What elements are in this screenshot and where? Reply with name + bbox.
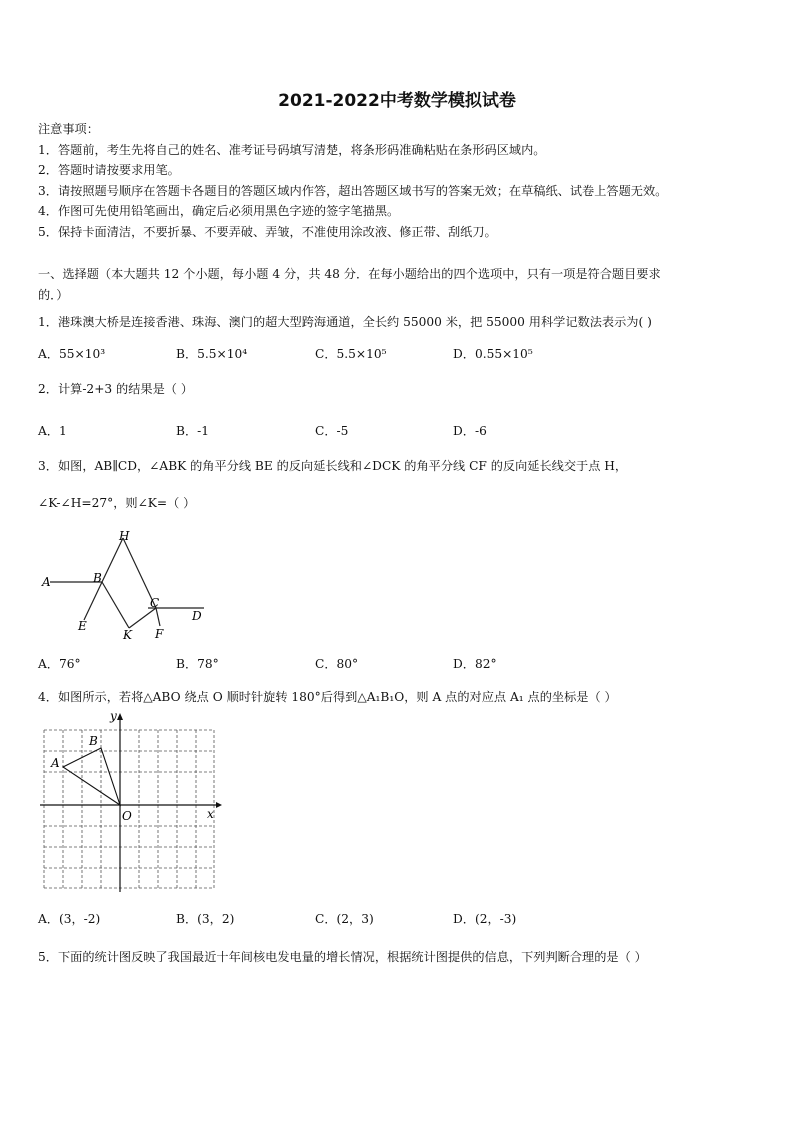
label-b: B — [89, 734, 98, 748]
q1-option-c: C．5.5×10⁵ — [315, 347, 387, 361]
note-item-2: 2．答题时请按要求用笔。 — [38, 163, 180, 177]
triangle-abo — [63, 748, 120, 805]
label-e: E — [78, 619, 87, 633]
q1-stem: 1．港珠澳大桥是连接香港、珠海、澳门的超大型跨海通道，全长约 55000 米，把 55000 用科学记数法表示为( ) — [38, 315, 652, 329]
label-x: x — [207, 807, 214, 821]
q2-stem: 2．计算-2+3 的结果是（ ） — [38, 382, 194, 396]
notes-block — [38, 119, 667, 242]
q4-stem: 4．如图所示，若将△ABO 绕点 O 顺时针旋转 180°后得到△A₁B₁O，则 A 点的对应点 A₁ 点的坐标是（ ） — [38, 690, 617, 704]
note-item-5: 5．保持卡面清洁，不要折暴、不要弄破、弄皱，不准使用涂改液、修正带、刮纸刀。 — [38, 224, 497, 239]
label-a: A — [51, 756, 60, 770]
note-item-4: 4．作图可先使用铅笔画出，确定后必须用黑色字迹的签字笔描黑。 — [38, 204, 400, 218]
q4-option-a: A．(3，-2) — [38, 912, 101, 926]
q4-option-d: D．(2，-3) — [453, 912, 517, 926]
q4-option-b: B．(3，2) — [176, 912, 235, 926]
q2-option-d: D．-6 — [453, 424, 487, 438]
label-b: B — [93, 571, 102, 585]
segment-be — [84, 582, 102, 620]
q3-option-d: D．82° — [453, 657, 497, 671]
q3-option-a: A．76° — [38, 657, 81, 671]
segment-kc — [129, 608, 156, 628]
q2-option-b: B．-1 — [176, 424, 210, 438]
label-d: D — [192, 609, 202, 623]
segment-bh — [102, 538, 123, 582]
label-h: H — [119, 529, 130, 543]
q3-stem-line1: 3．如图，AB∥CD，∠ABK 的角平分线 BE 的反向延长线和∠DCK 的角平分线 CF 的反向延长线交于点 H， — [38, 459, 628, 473]
label-c: C — [150, 596, 160, 610]
x-axis-arrow — [216, 802, 222, 808]
note-item-3: 3．请按照题号顺序在答题卡各题目的答题区域内作答，超出答题区域书写的答案无效；在草稿纸、试卷上答题无效。 — [38, 183, 668, 198]
segment-cf — [156, 608, 160, 626]
q3-option-c: C．80° — [315, 657, 359, 671]
label-a: A — [42, 575, 51, 589]
section-heading-line2: 的．） — [38, 288, 69, 302]
q2-option-c: C．-5 — [315, 424, 349, 438]
q1-option-b: B．5.5×10⁴ — [176, 347, 248, 361]
label-k: K — [123, 628, 132, 642]
q5-stem: 5．下面的统计图反映了我国最近十年间核电发电量的增长情况，根据统计图提供的信息，下列判断合理的是（ ） — [38, 950, 647, 964]
label-o: O — [122, 809, 132, 823]
q1-option-a: A．55×10³ — [38, 347, 106, 361]
q4-coordinate-figure — [36, 710, 226, 895]
q2-option-a: A．1 — [38, 424, 67, 438]
notes-heading: 注意事项： — [38, 122, 99, 136]
q3-geometry-figure — [36, 522, 216, 644]
q3-option-b: B．78° — [176, 657, 219, 671]
segment-bk — [102, 582, 129, 628]
q1-option-d: D．0.55×10⁵ — [453, 347, 533, 361]
q3-stem-line2: ∠K-∠H=27°，则∠K=（ ） — [38, 496, 196, 510]
label-f: F — [155, 627, 164, 641]
note-item-1: 1．答题前，考生先将自己的姓名、准考证号码填写清楚，将条形码准确粘贴在条形码区域内。 — [38, 142, 546, 157]
section-heading-line1: 一、选择题（本大题共 12 个小题，每小题 4 分，共 48 分．在每小题给出的四个选项中，只有一项是符合题目要求 — [38, 267, 661, 281]
label-y: y — [110, 710, 117, 723]
q4-option-c: C．(2，3) — [315, 912, 374, 926]
y-axis-arrow — [117, 713, 123, 720]
exam-title: 2021-2022中考数学模拟试卷 — [278, 91, 516, 111]
